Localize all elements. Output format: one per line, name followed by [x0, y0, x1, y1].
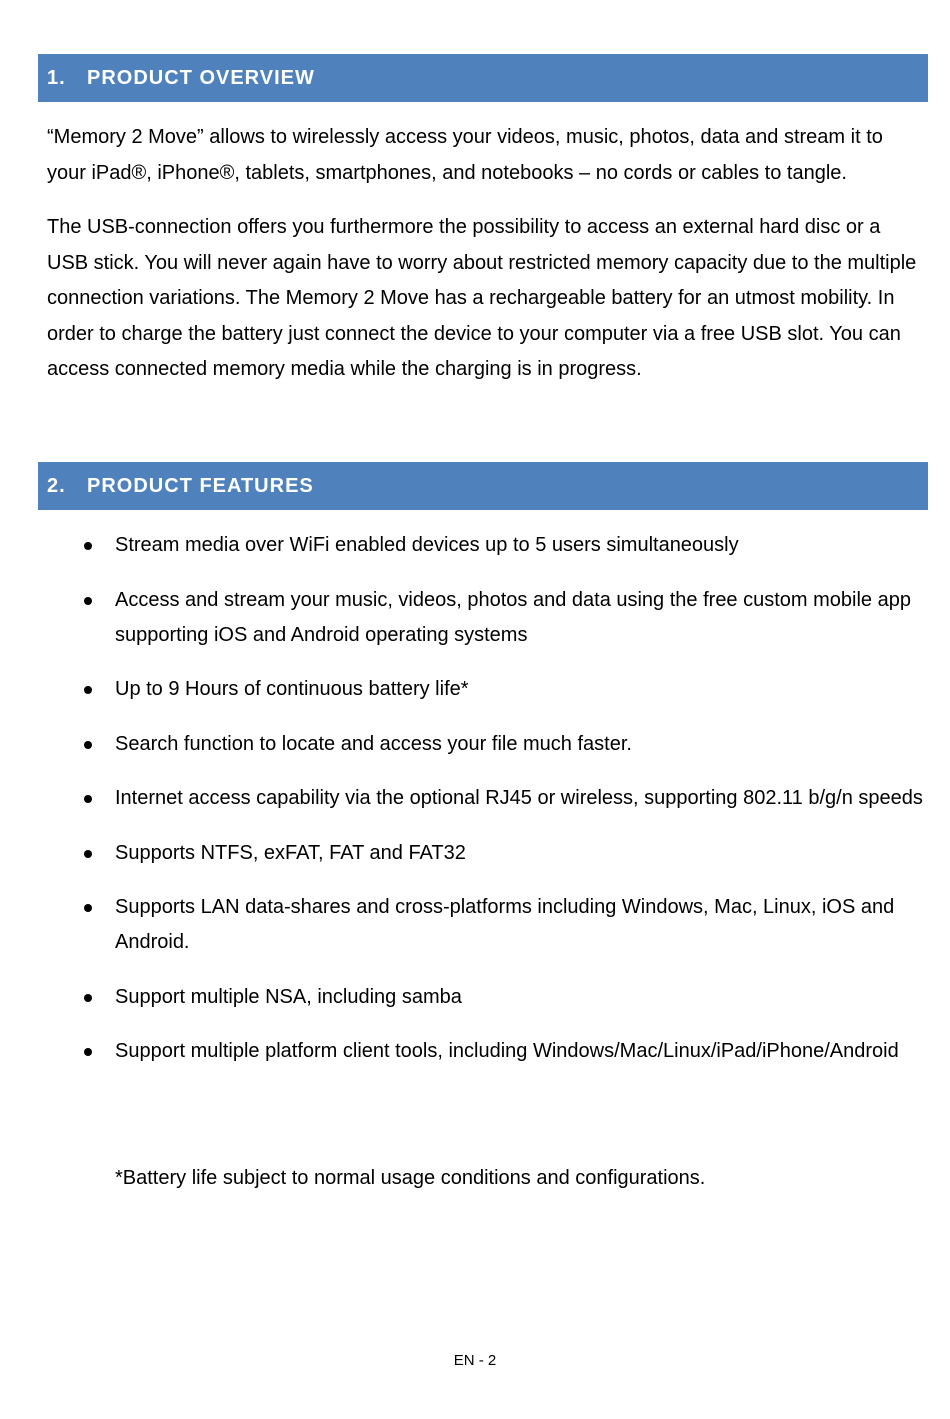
overview-paragraph-1: “Memory 2 Move” allows to wirelessly access your videos, music, photos, data and stream it to your iPad®, iPhone®, tablets, smartphones, and notebooks – no cords or cables to tangle.: [47, 126, 883, 184]
feature-text: Search function to locate and access your file much faster.: [115, 732, 632, 755]
bullet-icon: [84, 686, 92, 694]
feature-item: [0, 980, 950, 1015]
feature-item: [0, 1034, 950, 1069]
feature-text: Up to 9 Hours of continuous battery life*: [115, 678, 469, 700]
bullet-icon: [84, 597, 92, 605]
section-number: 2.: [47, 474, 66, 497]
bullet-icon: [84, 1048, 92, 1056]
feature-text: Support multiple platform client tools, including Windows/Mac/Linux/iPad/iPhone/Android: [115, 1040, 899, 1062]
bullet-icon: [84, 994, 92, 1002]
overview-paragraph-2: The USB-connection offers you furthermore the possibility to access an external hard disc or a USB stick. You will never again have to worry about restricted memory capacity due to the multiple connection variations. The Memory 2 Move has a rechargeable battery for an utmost mobility. In order to charge the battery just connect the device to your computer via a free USB slot. You can access connected memory media while the charging is in progress.: [47, 216, 917, 380]
bullet-icon: [84, 850, 92, 858]
feature-item: [0, 528, 950, 563]
feature-item: [0, 836, 950, 871]
feature-text: Internet access capability via the optional RJ45 or wireless, supporting 802.11 b/g/n speeds: [115, 787, 923, 809]
feature-text: Access and stream your music, videos, photos and data using the free custom mobile app supporting iOS and Android operating systems: [115, 588, 911, 646]
section-title: PRODUCT OVERVIEW: [87, 66, 315, 89]
feature-item: [0, 890, 950, 960]
feature-text: Supports NTFS, exFAT, FAT and FAT32: [115, 841, 466, 864]
features-list: [0, 528, 950, 1089]
bullet-icon: [84, 795, 92, 803]
feature-text: Supports LAN data-shares and cross-platforms including Windows, Mac, Linux, iOS and Android.: [115, 896, 895, 953]
feature-item: [0, 583, 950, 653]
battery-footnote: *Battery life subject to normal usage conditions and configurations.: [115, 1167, 706, 1189]
page-number: EN - 2: [453, 1352, 497, 1369]
section-header-product-overview: [38, 54, 928, 102]
section-title: PRODUCT FEATURES: [87, 474, 314, 497]
section-number: 1.: [47, 66, 66, 89]
feature-item: [0, 781, 950, 816]
feature-text: Support multiple NSA, including samba: [115, 985, 462, 1008]
feature-item: [0, 672, 950, 707]
section-header-product-features: [38, 462, 928, 510]
bullet-icon: [84, 741, 92, 749]
feature-item: [0, 727, 950, 762]
feature-text: Stream media over WiFi enabled devices up to 5 users simultaneously: [115, 534, 739, 556]
bullet-icon: [84, 542, 92, 550]
bullet-icon: [84, 904, 92, 912]
